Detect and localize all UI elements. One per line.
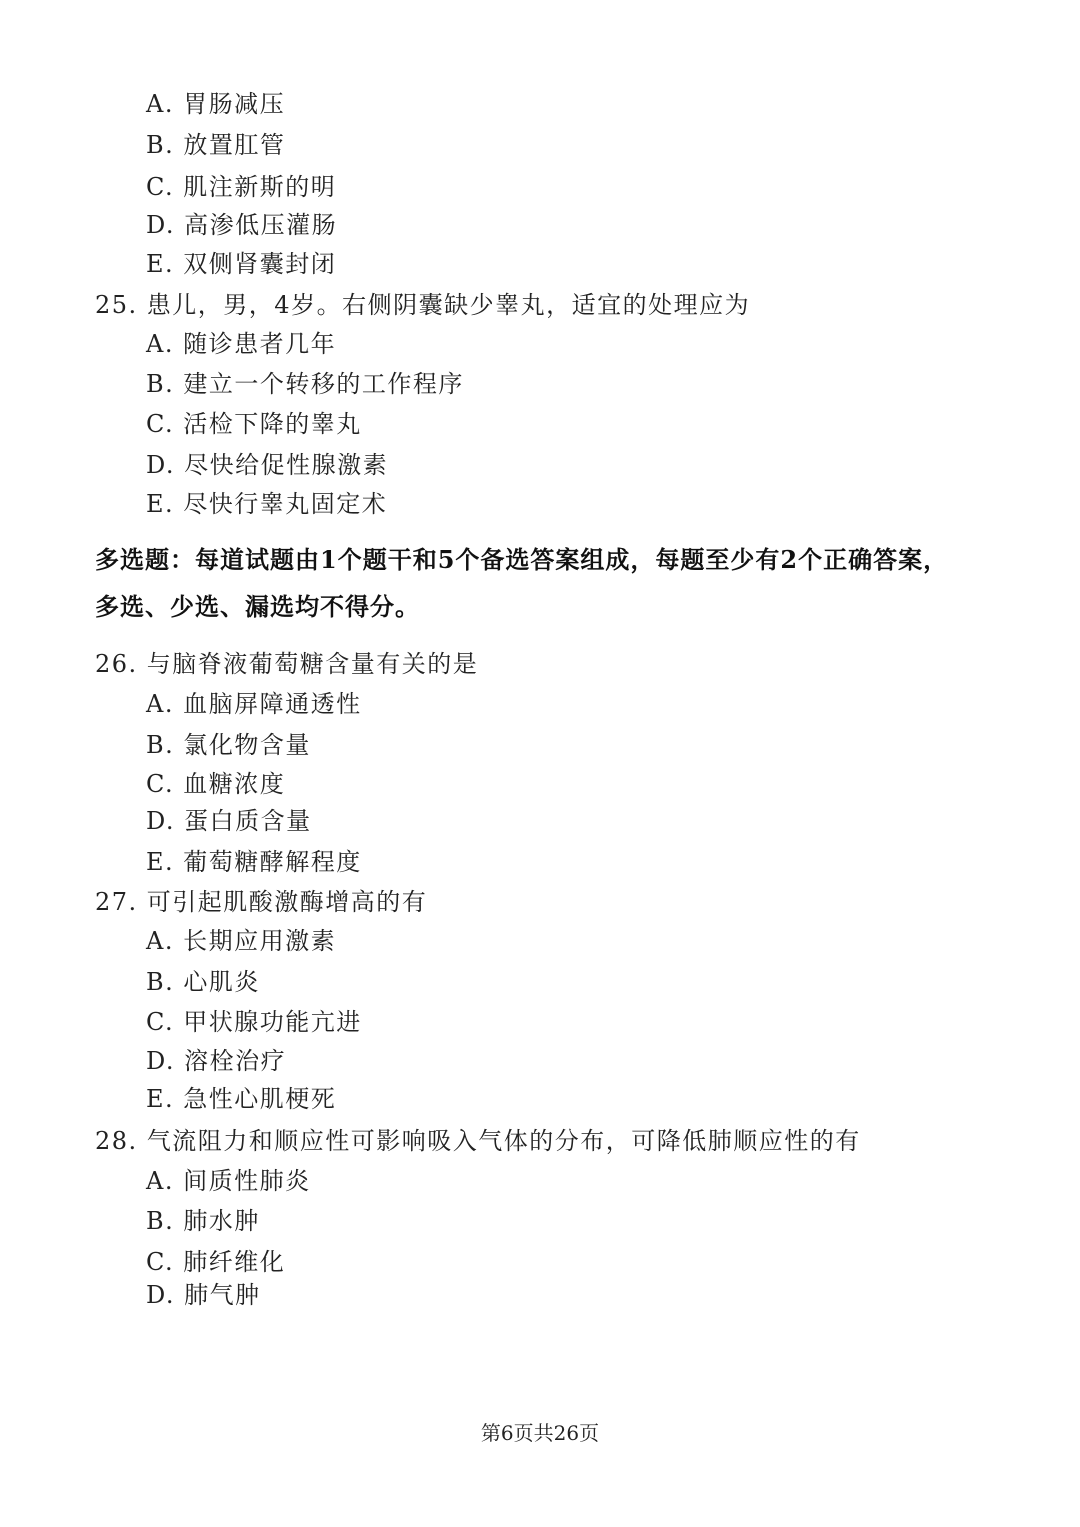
- q28-option-c: C. 肺纤维化: [146, 1248, 286, 1276]
- q28-option-d: D. 肺气肿: [146, 1281, 261, 1309]
- section-instructions-line2: 多选、少选、漏选均不得分。: [95, 592, 420, 621]
- q27-option-c: C. 甲状腺功能亢进: [146, 1008, 362, 1036]
- q26-option-d: D. 蛋白质含量: [146, 807, 312, 835]
- q25-option-c: C. 活检下降的睾丸: [146, 410, 362, 438]
- q27-option-a: A. 长期应用激素: [146, 927, 337, 955]
- q25-option-d: D. 尽快给促性腺激素: [146, 451, 389, 479]
- q25-stem: 25. 患儿，男，4岁。右侧阴囊缺少睾丸，适宜的处理应为: [95, 291, 751, 319]
- q24-option-b: B. 放置肛管: [146, 131, 286, 159]
- q28-option-b: B. 肺水肿: [146, 1207, 260, 1235]
- q28-option-a: A. 间质性肺炎: [146, 1167, 311, 1195]
- q25-option-e: E. 尽快行睾丸固定术: [146, 490, 388, 518]
- q26-option-c: C. 血糖浓度: [146, 770, 286, 798]
- q25-option-a: A. 随诊患者几年: [146, 330, 337, 358]
- q26-stem: 26. 与脑脊液葡萄糖含量有关的是: [95, 650, 479, 678]
- page-number-footer: 第6页共26页: [480, 1421, 600, 1445]
- section-instructions-line1: 多选题：每道试题由1个题干和5个备选答案组成，每题至少有2个正确答案，: [95, 545, 949, 574]
- q26-option-b: B. 氯化物含量: [146, 731, 311, 759]
- q24-option-a: A. 胃肠减压: [146, 90, 286, 118]
- q24-option-e: E. 双侧肾囊封闭: [146, 250, 337, 278]
- q24-option-d: D. 高渗低压灌肠: [146, 211, 338, 239]
- q27-stem: 27. 可引起肌酸激酶增高的有: [95, 888, 428, 916]
- q24-option-c: C. 肌注新斯的明: [146, 173, 337, 201]
- q26-option-a: A. 血脑屏障通透性: [146, 690, 362, 718]
- q27-option-e: E. 急性心肌梗死: [146, 1085, 337, 1113]
- q27-option-b: B. 心肌炎: [146, 968, 260, 996]
- q28-stem: 28. 气流阻力和顺应性可影响吸入气体的分布，可降低肺顺应性的有: [95, 1127, 861, 1155]
- q26-option-e: E. 葡萄糖酵解程度: [146, 848, 362, 876]
- q27-option-d: D. 溶栓治疗: [146, 1047, 287, 1075]
- q25-option-b: B. 建立一个转移的工作程序: [146, 370, 464, 398]
